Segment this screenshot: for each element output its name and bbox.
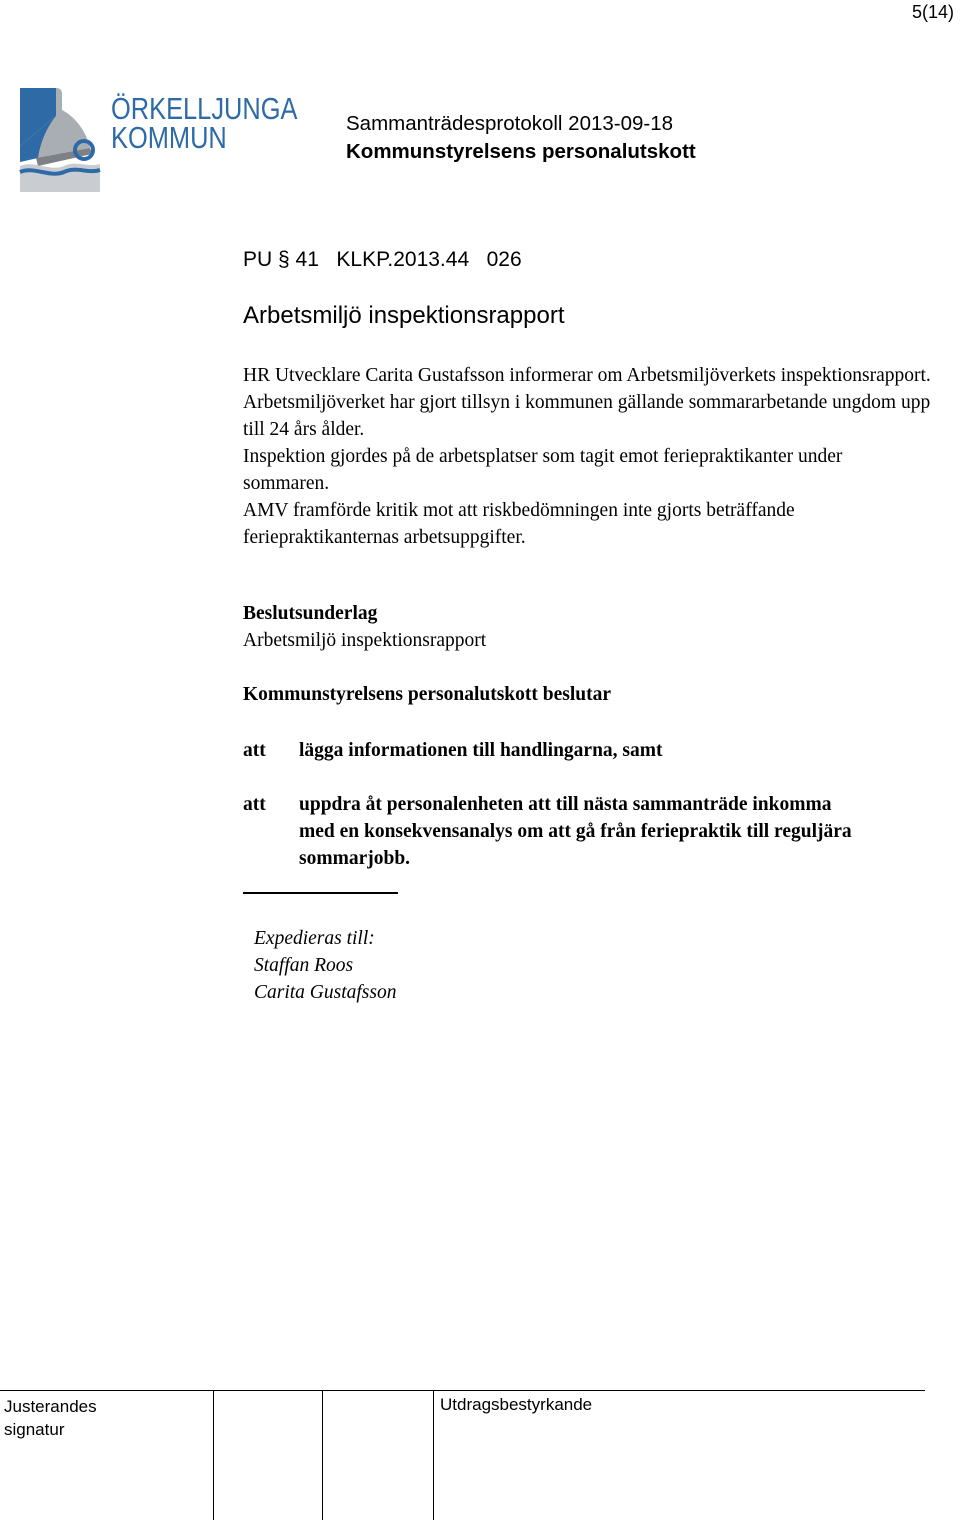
decision-item (243, 791, 863, 875)
body-paragraph: HR Utvecklare Carita Gustafsson informerar om Arbetsmiljöverkets inspektionsrapport. (243, 365, 931, 386)
body-paragraph: Inspektion gjordes på de arbetsplatser som tagit emot feriepraktikanter under sommaren. (243, 446, 843, 494)
decision-att: att (243, 794, 266, 815)
decision-item (243, 737, 863, 767)
signature-label (4, 1395, 97, 1441)
basis-item: Arbetsmiljö inspektionsrapport (243, 630, 487, 651)
signature-box-divider (322, 1390, 323, 1520)
item-title: Arbetsmiljö inspektionsrapport (243, 302, 565, 329)
bell-emblem-icon (16, 86, 102, 192)
footer-rule (0, 1390, 925, 1391)
dispatch-heading: Expedieras till: (254, 928, 375, 949)
decision-text: lägga informationen till handlingarna, samt (299, 740, 663, 761)
decision-heading: Kommunstyrelsens personalutskott beslutar (243, 684, 611, 705)
signature-label-line2: signatur (4, 1420, 65, 1439)
separator-line (243, 892, 398, 894)
dispatch-recipient: Staffan Roos (254, 955, 354, 976)
signature-label-line1: Justerandes (4, 1397, 97, 1416)
extract-label: Utdragsbestyrkande (440, 1395, 593, 1414)
logo-text-line1: ÖRKELLJUNGA (111, 91, 298, 126)
page-number: 5(14) (911, 2, 954, 22)
basis-heading: Beslutsunderlag (243, 603, 378, 624)
dispatch-list (254, 925, 397, 1006)
case-reference: PU § 41 KLKP.2013.44 026 (243, 248, 522, 271)
decision-text: uppdra åt personalenheten att till nästa sammanträde inkomma med en konsekvensanalys om att gå från feriepraktik till reguljära sommarjobb. (299, 794, 852, 869)
dispatch-recipient: Carita Gustafsson (254, 982, 397, 1003)
body-paragraph: Arbetsmiljöverket har gjort tillsyn i kommunen gällande sommararbetande ungdom upp till 24 års ålder. (243, 392, 931, 440)
signature-box-divider (433, 1390, 434, 1520)
committee-name: Kommunstyrelsens personalutskott (346, 140, 696, 163)
municipality-logo (16, 86, 306, 194)
logo-text-line2: KOMMUN (111, 120, 227, 155)
signature-box-divider (213, 1390, 214, 1520)
body-text (243, 362, 933, 551)
body-paragraph: AMV framförde kritik mot att riskbedömningen inte gjorts beträffande feriepraktikanternas arbetsuppgifter. (243, 500, 795, 548)
protocol-title: Sammanträdesprotokoll 2013-09-18 (346, 112, 674, 135)
decision-att: att (243, 740, 266, 761)
